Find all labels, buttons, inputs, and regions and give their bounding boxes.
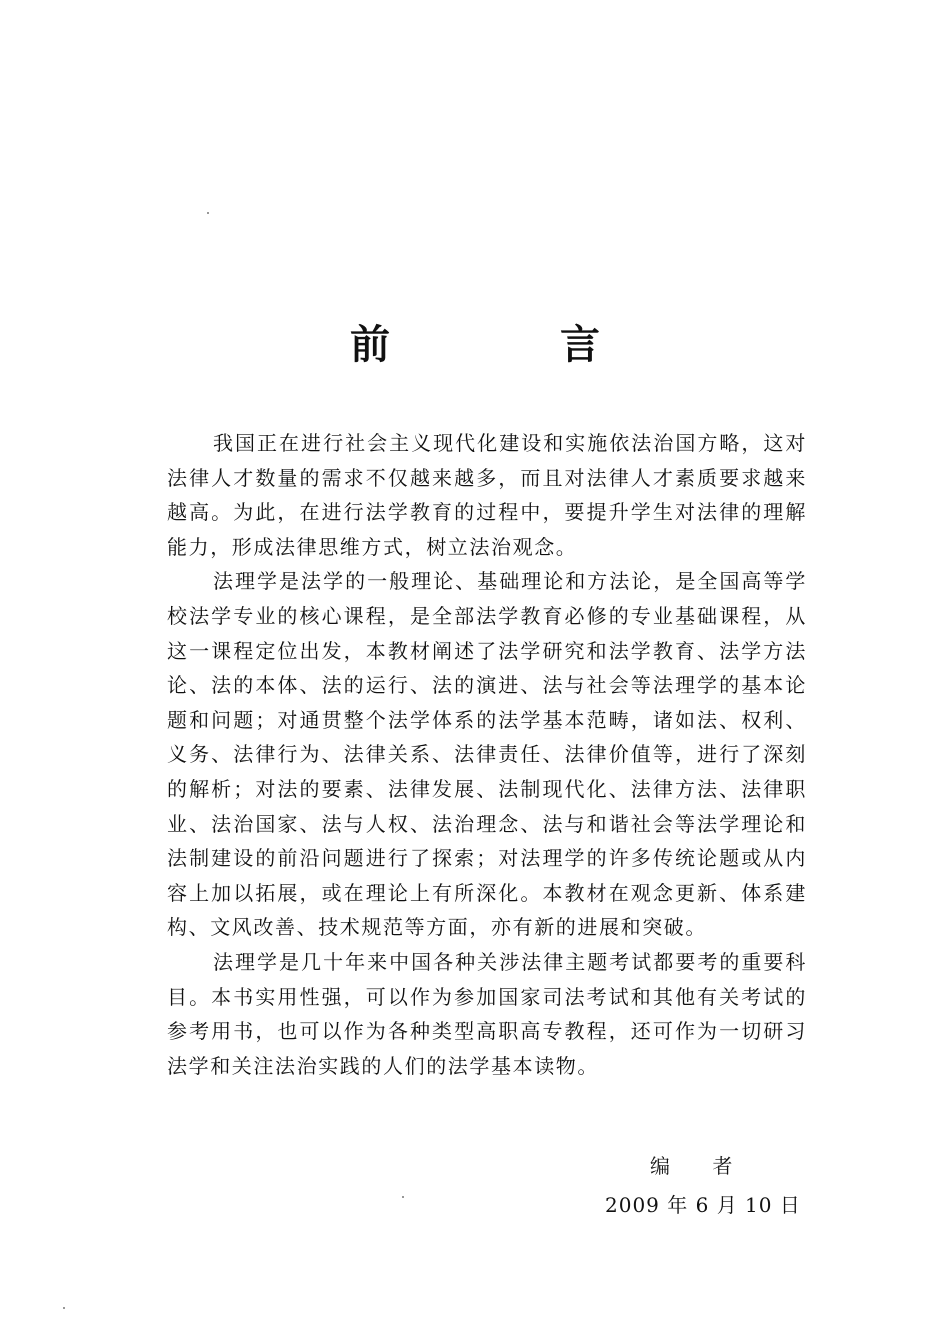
author-signature: 编 者: [650, 1154, 751, 1178]
paragraph-1: 我国正在进行社会主义现代化建设和实施依法治国方略，这对法律人才数量的需求不仅越来越多，而且对法律人才素质要求越来越高。为此，在进行法学教育的过程中，要提升学生对法律的理解能力，形成法律思维方式，树立法治观念。: [167, 431, 807, 559]
preface-date: 2009 年 6 月 10 日: [605, 1193, 801, 1217]
scan-speck: [402, 1196, 404, 1198]
paragraph-3: 法理学是几十年来中国各种关涉法律主题考试都要考的重要科目。本书实用性强，可以作为参加国家司法考试和其他有关考试的参考用书，也可以作为各种类型高职高专教程，还可作为一切研习法学和关注法治实践的人们的法学基本读物。: [167, 949, 807, 1078]
paragraph-2: 法理学是法学的一般理论、基础理论和方法论，是全国高等学校法学专业的核心课程，是全部法学教育必修的专业基础课程，从这一课程定位出发，本教材阐述了法学研究和法学教育、法学方法论、法的本体、法的运行、法的演进、法与社会等法理学的基本论题和问题；对通贯整个法学体系的法学基本范畴，诸如法、权利、义务、法律行为、法律关系、法律责任、法律价值等，进行了深刻的解析；对法的要素、法律发展、法制现代化、法律方法、法律职业、法治国家、法与人权、法治理念、法与和谐社会等法学理论和法制建设的前沿问题进行了探索；对法理学的许多传统论题或从内容上加以拓展，或在理论上有所深化。本教材在观念更新、体系建构、文风改善、技术规范等方面，亦有新的进展和突破。: [167, 569, 807, 940]
scan-speck: [207, 212, 209, 214]
scan-speck: [63, 1307, 65, 1309]
page-title: 前 言: [350, 321, 678, 368]
preface-body: [167, 426, 807, 1083]
